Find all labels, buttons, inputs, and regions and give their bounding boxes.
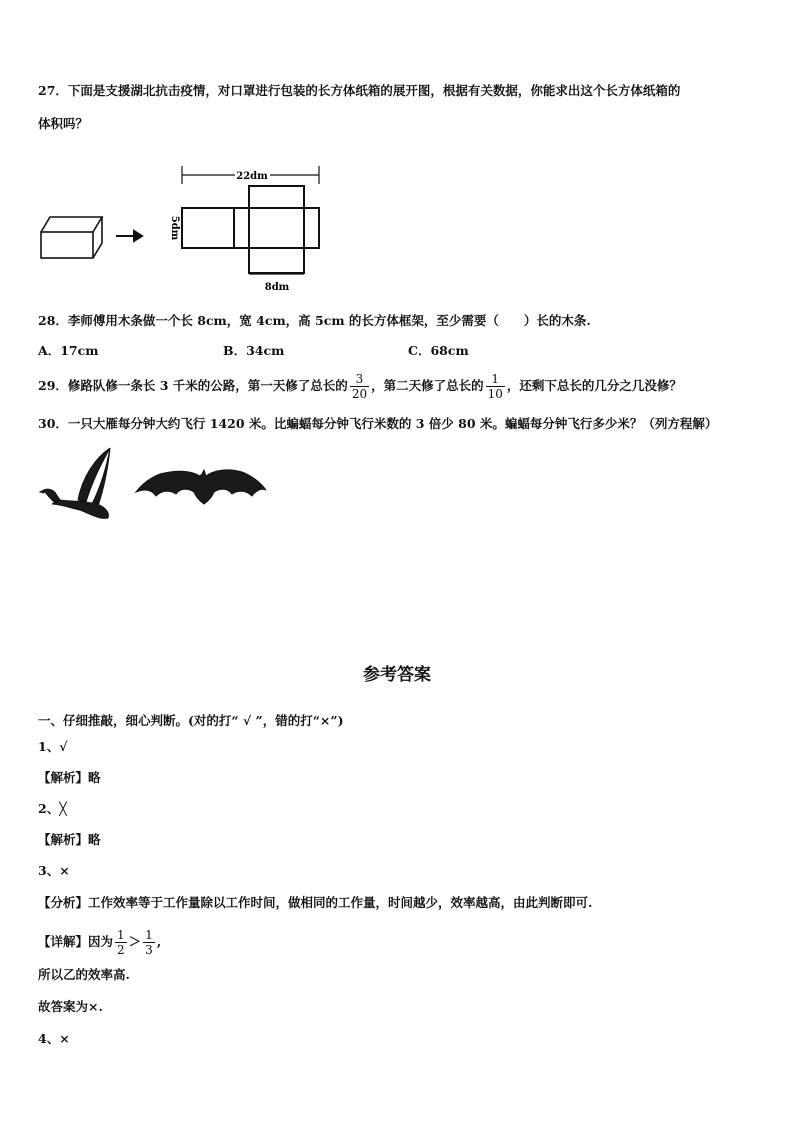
q28-text: 28．李师傅用木条做一个长 8cm，宽 4cm，高 5cm 的长方体框架，至少需要（ ）长的木条. — [38, 313, 591, 328]
q27-text-line1: 27．下面是支援湖北抗击疫情，对口罩进行包装的长方体纸箱的展开图，根据有关数据，你能求出这个长方体纸箱的 — [38, 83, 681, 98]
answer-2: 2、╳ — [38, 801, 67, 816]
fraction-1-3: $\frac{1}{3}$ — [145, 928, 153, 957]
bat-drawing — [136, 470, 266, 504]
fraction-1-2: $\frac{1}{2}$ — [117, 928, 125, 957]
conclusion-3: 所以乙的效率高. — [38, 967, 130, 982]
answer-1: 1、√ — [38, 739, 68, 754]
q29-text — [38, 372, 682, 401]
q29-part2: ，第二天修了总长的 — [371, 378, 484, 393]
analysis-2: 【解析】略 — [38, 832, 101, 847]
height-label: 5dm — [169, 215, 180, 241]
q27-text-line2: 体积吗？ — [38, 116, 89, 131]
q29-part1: 29．修路队修一条长 3 千米的公路，第一天修了总长的 — [38, 378, 348, 393]
fraction-1-10: $\frac{1}{10}$ — [487, 372, 503, 401]
final-answer-3: 故答案为×. — [38, 999, 103, 1014]
answers-section-title: 一、仔细推敲，细心判断。(对的打“ √ ”，错的打“×”) — [38, 713, 344, 728]
q28-option-b: B．34cm — [223, 343, 285, 358]
cuboid-drawing — [41, 217, 102, 258]
q30-text: 30．一只大雁每分钟大约飞行 1420 米。比蝙蝠每分钟飞行米数的 3 倍少 80 米。蝙蝠每分钟飞行多少米？（列方程解） — [38, 416, 718, 431]
q28-option-c: C．68cm — [408, 343, 469, 358]
detail-suffix: , — [156, 934, 162, 949]
answers-heading: 参考答案 — [363, 665, 431, 685]
unfolded-net — [182, 186, 319, 273]
answer-3: 3、× — [38, 863, 70, 878]
greater-than-sign: ＞ — [128, 934, 142, 949]
width-label: 22dm — [236, 171, 268, 182]
arrow-icon — [116, 231, 142, 241]
box-net-figure — [36, 155, 336, 295]
q28-option-a: A．17cm — [38, 343, 99, 358]
answer-4: 4、× — [38, 1031, 70, 1046]
detail-3 — [38, 928, 161, 957]
analysis-3: 【分析】工作效率等于工作量除以工作时间，做相同的工作量，时间越少，效率越高，由此判断即可. — [38, 895, 593, 910]
bottom-label: 8dm — [264, 282, 290, 293]
detail-prefix: 【详解】因为 — [38, 934, 114, 949]
q29-part3: ，还剩下总长的几分之几没修？ — [506, 378, 682, 393]
fraction-3-20: $\frac{3}{20}$ — [351, 372, 368, 401]
goose-drawing — [40, 448, 110, 518]
goose-and-bat-illustration — [38, 446, 278, 526]
analysis-1: 【解析】略 — [38, 770, 101, 785]
